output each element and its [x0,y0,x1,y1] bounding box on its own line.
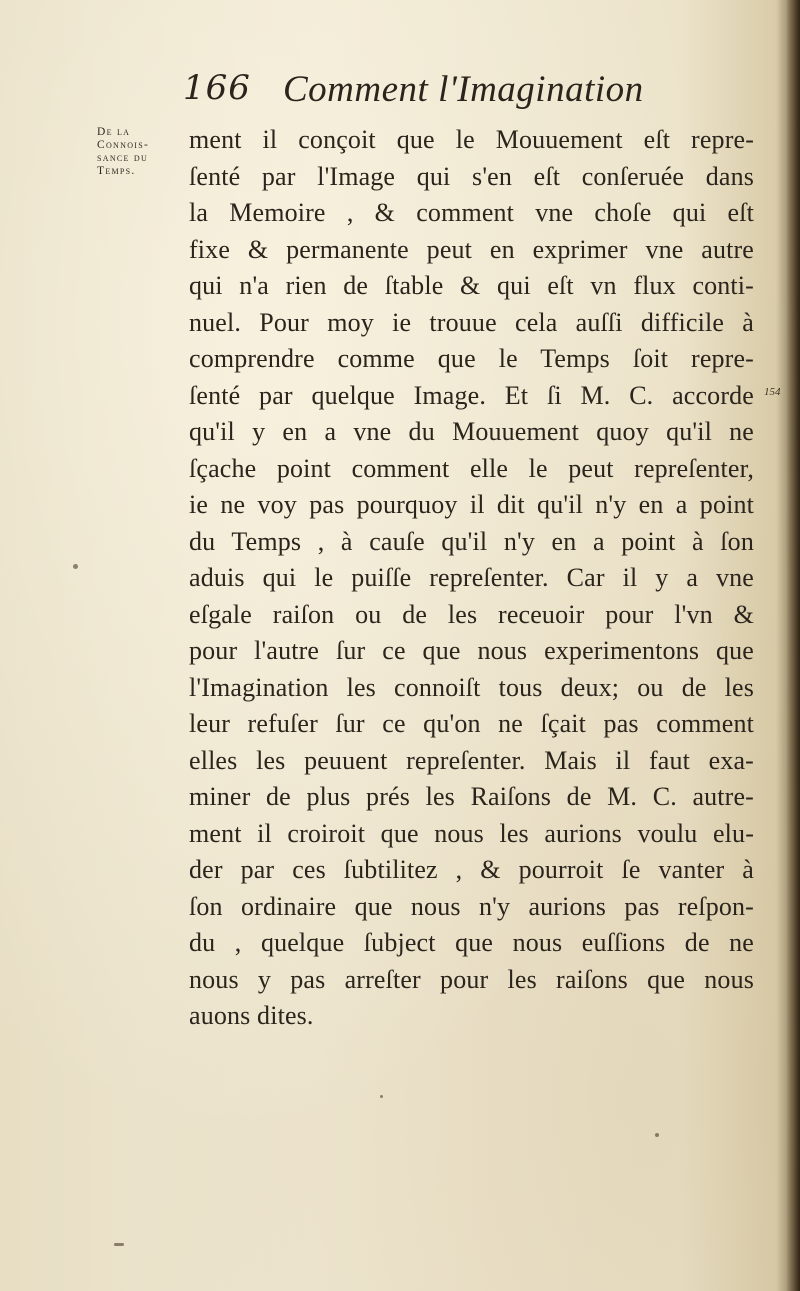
body-text [189,122,754,1035]
text-line: pour l'autre ſur ce que nous experimentons que [189,636,754,665]
text-line: leur refuſer ſur ce qu'on ne ſçait pas comment [189,709,754,738]
text-line: ment il conçoit que le Mouuement eſt repre- [189,125,754,154]
marginal-note-line: sance du [97,152,149,164]
paper-speck [73,564,78,569]
running-title: Comment l'Imagination [283,69,644,110]
marginal-note-line: Connois- [97,139,150,151]
text-line: aduis qui le puiſſe repreſenter. Car il y a vne [189,563,754,592]
text-line: ſçache point comment elle le peut repreſenter, [189,453,754,483]
margin-reference-number: 154 [764,386,781,398]
text-line: qu'il y en a vne du Mouuement quoy qu'il ne [189,417,754,446]
text-line: ſon ordinaire que nous n'y aurions pas reſpon- [189,891,754,921]
text-line: comprendre comme que le Temps ſoit repre- [189,344,754,373]
text-line: nous y pas arreſter pour les raiſons que nous [189,964,754,994]
text-line: ie ne voy pas pourquoy il dit qu'il n'y en a point [189,490,754,519]
marginal-note-line: De la [97,126,131,138]
text-line: du Temps , à cauſe qu'il n'y en a point à ſon [189,526,754,556]
running-head [183,68,723,118]
text-line: ment il croiroit que nous les aurions voulu elu- [189,818,754,848]
text-line: auons dites. [189,1001,314,1030]
marginal-note-line: Temps. [97,165,136,177]
text-line: eſgale raiſon ou de les receuoir pour l'vn & [189,599,754,629]
paper-speck [380,1095,383,1098]
text-line: ſenté par quelque Image. Et ſi M. C. accorde [189,380,754,410]
text-line: der par ces ſubtilitez , & pourroit ſe vanter à [189,855,754,884]
paper-speck [655,1133,659,1137]
text-line: miner de plus prés les Raiſons de M. C. autre- [189,782,754,811]
text-line: elles les peuuent repreſenter. Mais il faut exa- [189,745,754,775]
page-binding-edge [786,0,800,1291]
text-line: qui n'a rien de ſtable & qui eſt vn flux conti- [189,271,754,300]
text-line: l'Imagination les connoiſt tous deux; ou de les [189,672,754,702]
page-number: 166 [183,68,251,108]
text-line: ſenté par l'Image qui s'en eſt conſeruée dans [189,161,754,191]
text-line: la Memoire , & comment vne choſe qui eſt [189,198,754,227]
paper-speck [114,1243,124,1246]
text-line: nuel. Pour moy ie trouue cela auſſi difficile à [189,307,754,337]
text-line: du , quelque ſubject que nous euſſions de ne [189,928,754,957]
text-line: fixe & permanente peut en exprimer vne autre [189,234,754,264]
marginal-note [97,126,187,178]
